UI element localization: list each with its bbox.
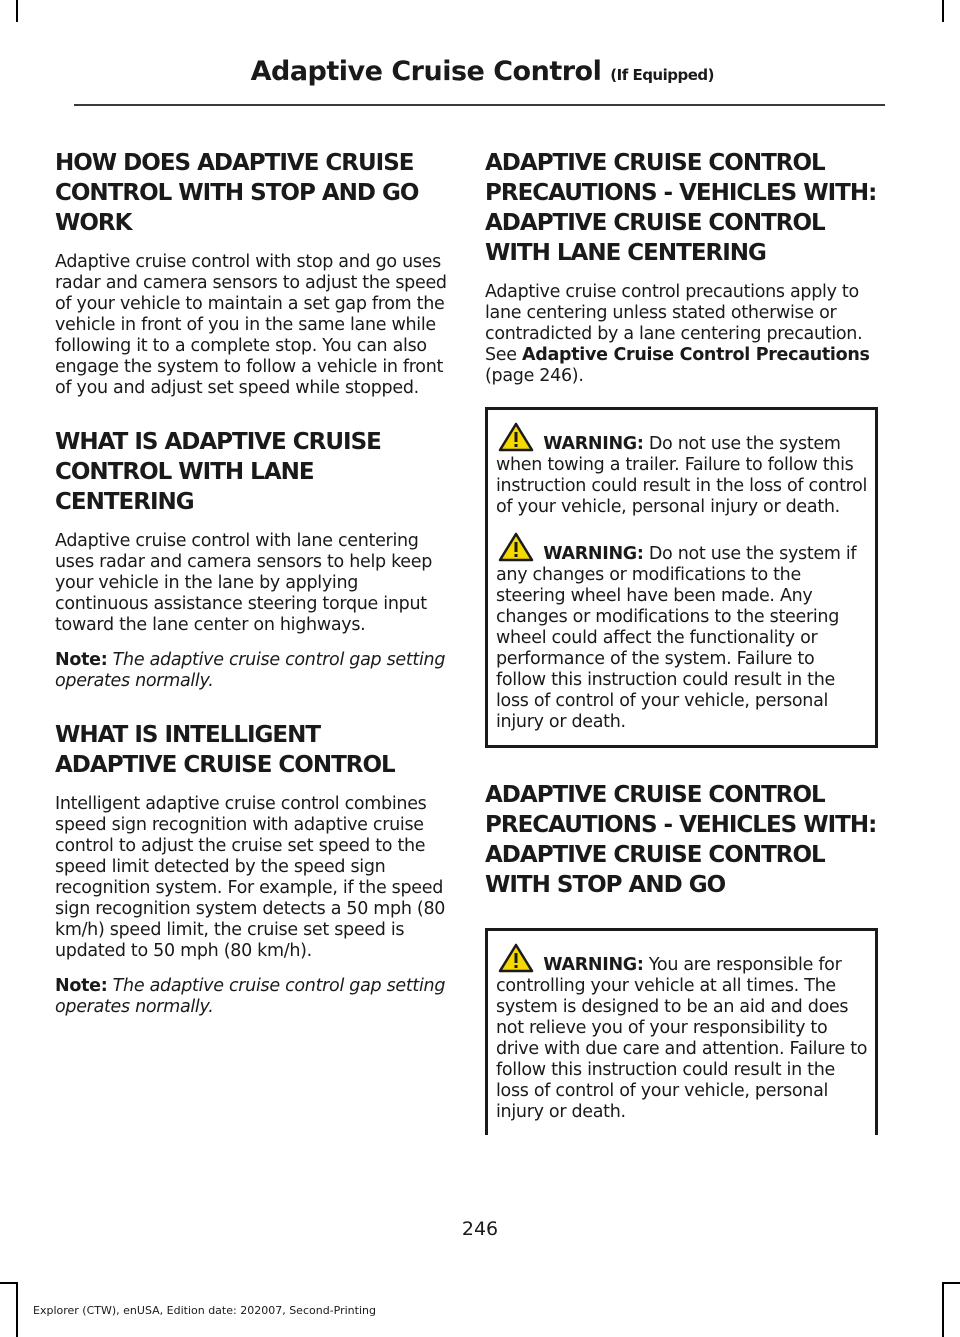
note-text: The adaptive cruise control gap setting operates normally.: [55, 650, 446, 691]
crop-mark-top-right-v: [942, 0, 944, 22]
crop-mark-bottom-right-h: [942, 1282, 960, 1284]
page-reference: (page 246).: [485, 366, 584, 386]
footer-edition-info: Explorer (CTW), enUSA, Edition date: 202007, Second-Printing: [33, 1304, 376, 1317]
note-label: Note:: [55, 976, 108, 996]
warning-responsibility: [496, 943, 869, 1123]
precautions-body-text: Adaptive cruise control precautions apply to lane centering unless stated otherwise or contradicted by a lane centering precaution. See: [485, 282, 863, 365]
heading-what-is-intelligent-acc: WHAT IS INTELLIGENT ADAPTIVE CRUISE CONTROL: [55, 722, 395, 778]
warning-triangle-icon: [498, 943, 534, 973]
cross-reference-link[interactable]: Adaptive Cruise Control Precautions: [522, 345, 870, 365]
paragraph-acc-precautions-lane-centering: [485, 282, 878, 387]
note-lane-centering: [55, 650, 447, 692]
right-column: [485, 140, 878, 1135]
crop-mark-top-left-v: [16, 0, 18, 22]
heading-acc-precautions-lane-centering: ADAPTIVE CRUISE CONTROL PRECAUTIONS - VEHICLES WITH: ADAPTIVE CRUISE CONTROL WITH LANE CENTERING: [485, 150, 877, 266]
note-label: Note:: [55, 650, 108, 670]
warning-label: WARNING:: [543, 434, 644, 454]
note-intelligent-acc: [55, 976, 447, 1018]
header-subtitle: (If Equipped): [610, 66, 714, 84]
warning-text: Do not use the system if any changes or modifications to the steering wheel have been made. Any changes or modifications to the steering wheel could affect the functionality or performance of the system. Failure to follow this instruction could result in the loss of control of your vehicle, personal injury or death.: [496, 544, 857, 732]
warning-label: WARNING:: [543, 955, 644, 975]
warning-triangle-icon: [498, 422, 534, 452]
warning-text: You are responsible for controlling your vehicle at all times. The system is designed to be an aid and does not relieve you of your responsibility to drive with due care and attention. Failure to follow this instruction could result in the loss of control of your vehicle, personal injury or death.: [496, 955, 868, 1122]
warning-triangle-icon: [498, 532, 534, 562]
heading-how-does-acc-stop-go-work: HOW DOES ADAPTIVE CRUISE CONTROL WITH STOP AND GO WORK: [55, 150, 419, 236]
warning-box-stop-go: [485, 928, 878, 1135]
crop-mark-bottom-right-v: [942, 1282, 944, 1337]
warning-steering-modifications: [496, 532, 869, 733]
warning-towing-trailer: [496, 422, 869, 518]
warning-box-lane-centering: [485, 407, 878, 748]
paragraph-acc-stop-go: Adaptive cruise control with stop and go uses radar and camera sensors to adjust the speed of your vehicle to maintain a set gap from the vehicle in front of you in the same lane while following it to a complete stop. You can also engage the system to follow a vehicle in front of you and adjust set speed while stopped.: [55, 252, 447, 398]
heading-what-is-acc-lane-centering: WHAT IS ADAPTIVE CRUISE CONTROL WITH LANE CENTERING: [55, 429, 381, 515]
note-text: The adaptive cruise control gap setting operates normally.: [55, 976, 446, 1017]
warning-text: Do not use the system when towing a trailer. Failure to follow this instruction could result in the loss of control of your vehicle, personal injury or death.: [496, 434, 868, 517]
header-rule: [74, 104, 885, 106]
page-header-title: [251, 56, 714, 87]
left-column: [55, 140, 447, 1018]
paragraph-acc-lane-centering: Adaptive cruise control with lane centering uses radar and camera sensors to help keep your vehicle in the lane by applying continuous assistance steering torque input toward the lane center on highways.: [55, 531, 433, 635]
header-title-text: Adaptive Cruise Control: [250, 56, 602, 87]
crop-mark-bottom-left-h: [0, 1282, 18, 1284]
heading-acc-precautions-stop-go: ADAPTIVE CRUISE CONTROL PRECAUTIONS - VEHICLES WITH: ADAPTIVE CRUISE CONTROL WITH STOP AND GO: [485, 782, 877, 898]
paragraph-intelligent-acc: Intelligent adaptive cruise control combines speed sign recognition with adaptive cruise control to adjust the cruise set speed to the speed limit detected by the speed sign recognition system. For example, if the speed sign recognition system detects a 50 mph (80 km/h) speed limit, the cruise set speed is updated to 50 mph (80 km/h).: [55, 794, 446, 961]
crop-mark-bottom-left-v: [16, 1282, 18, 1337]
page-number: 246: [461, 1218, 499, 1240]
warning-label: WARNING:: [543, 544, 644, 564]
